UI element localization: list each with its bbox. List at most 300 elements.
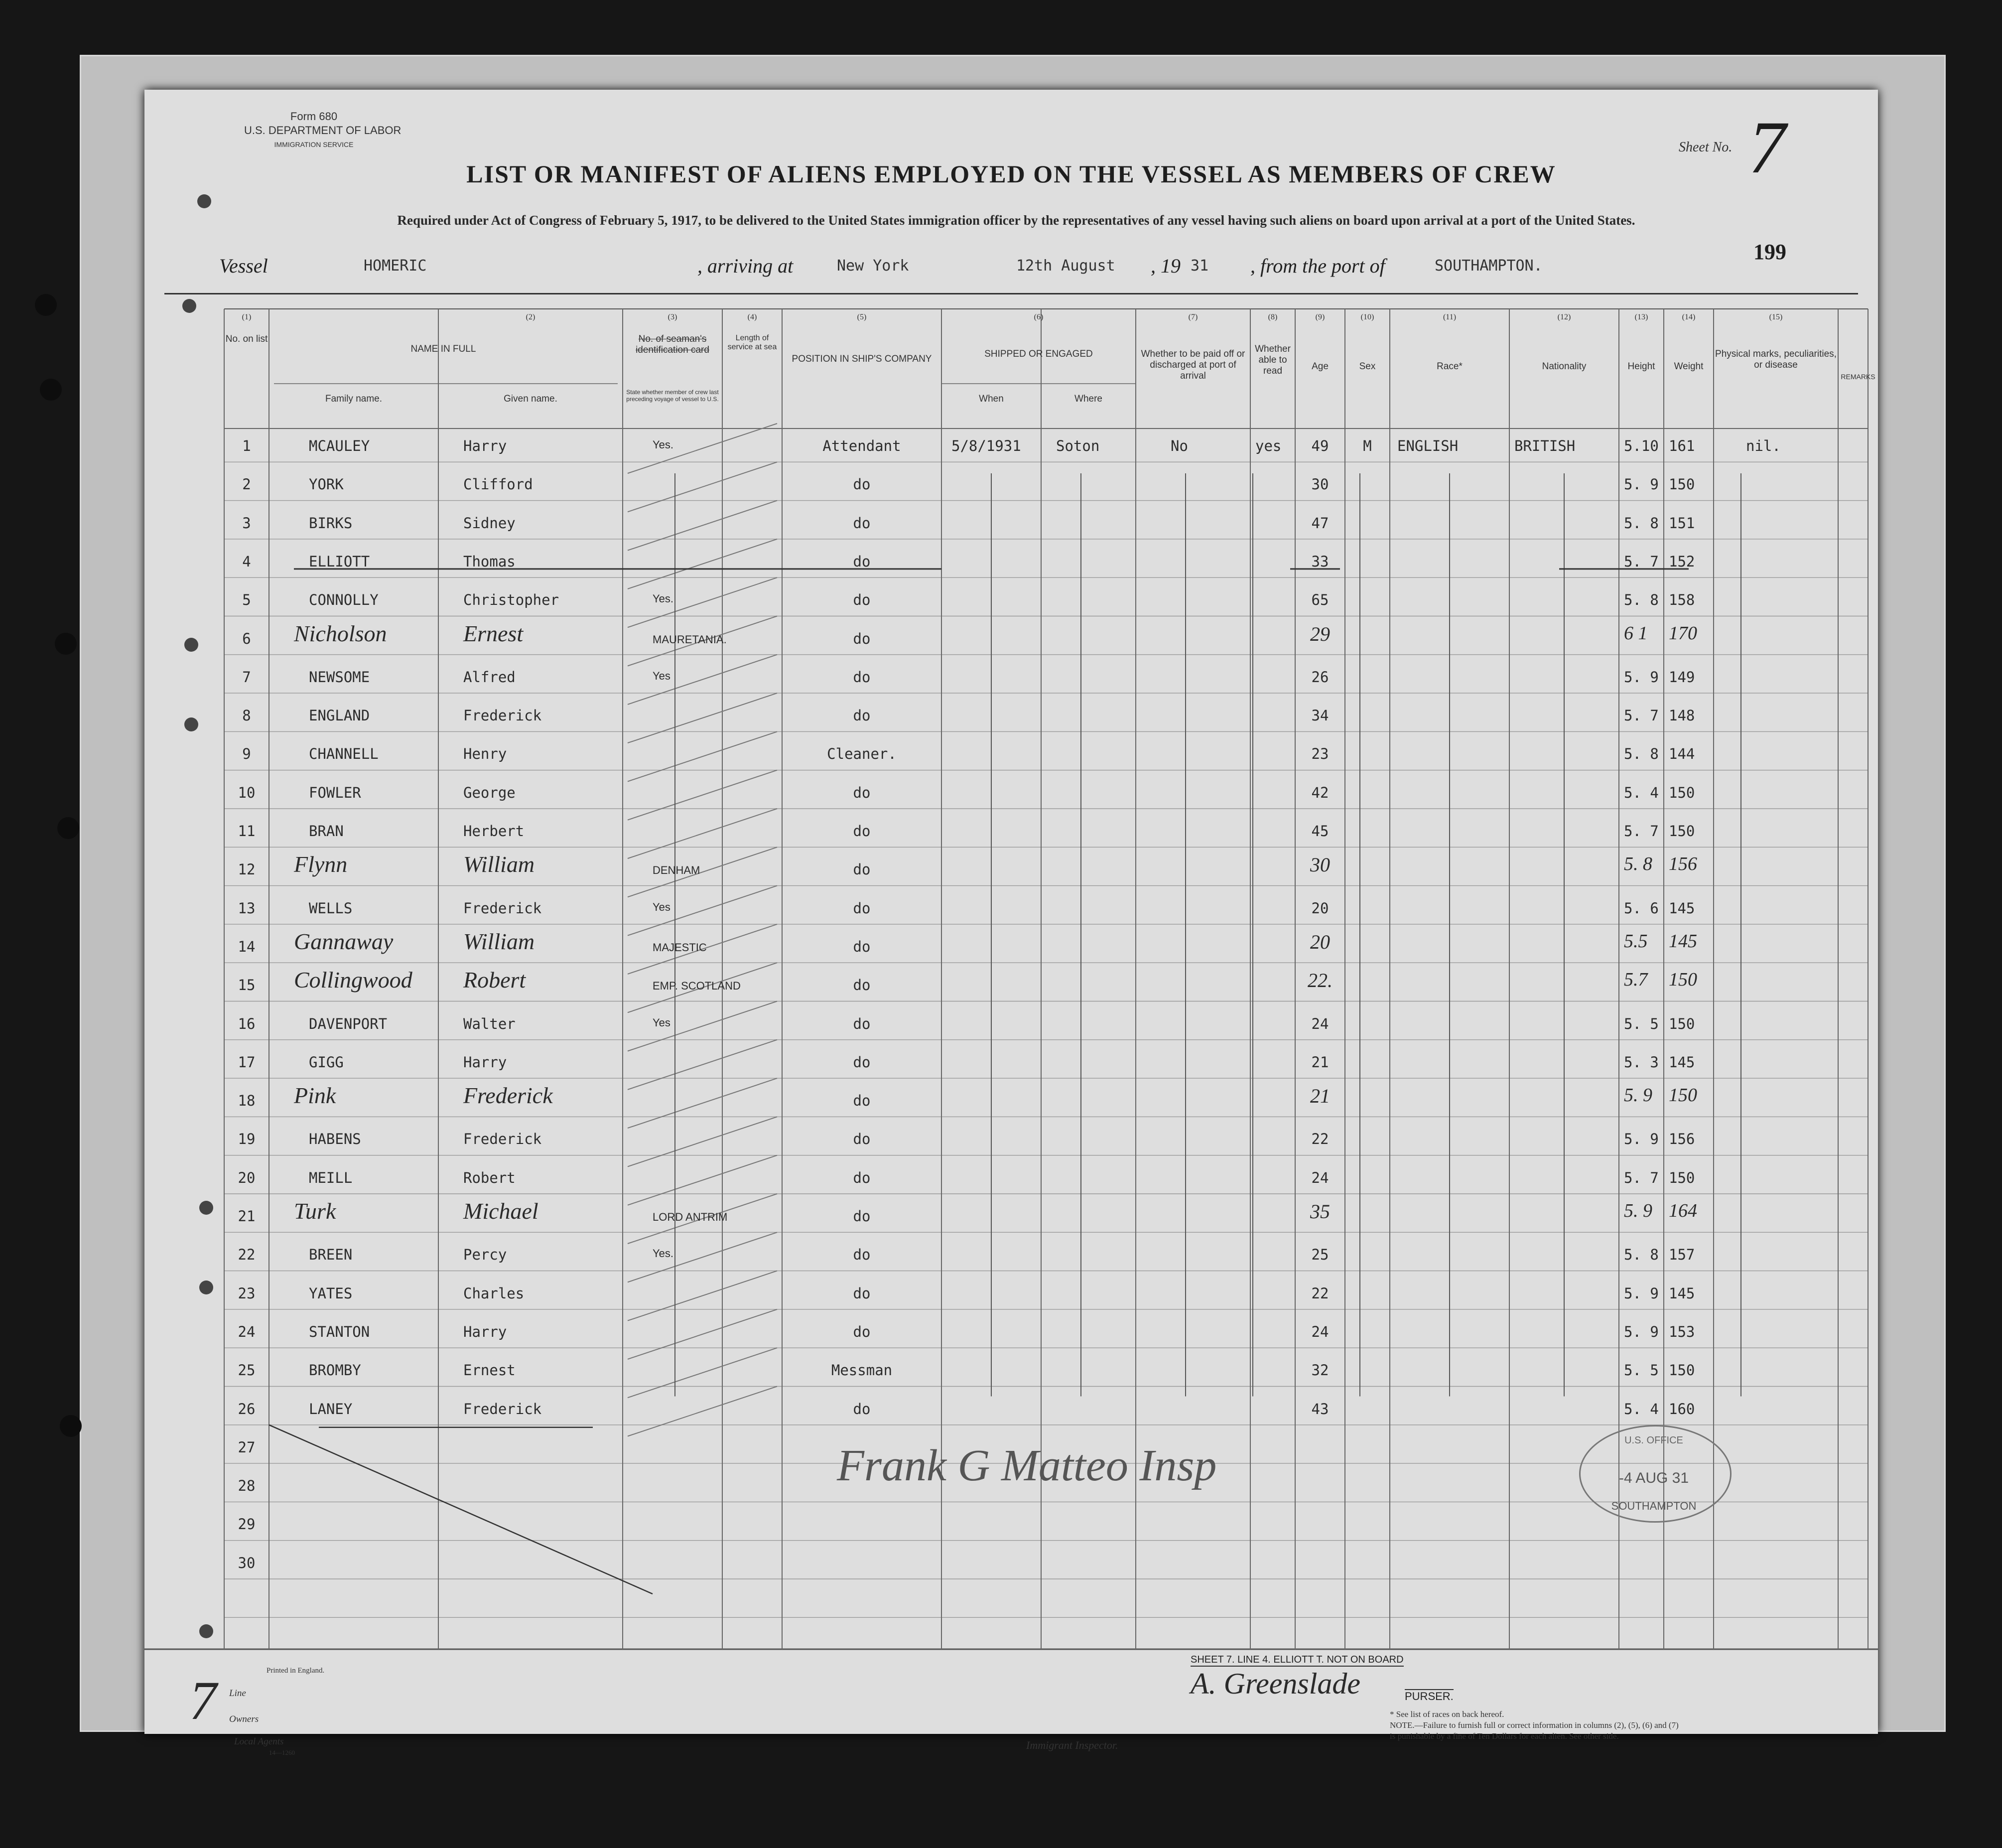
cell-height: 5. 7 [1624,1169,1659,1186]
cell-position: do [853,476,871,493]
header-no-on-list: No. on list [225,334,268,344]
from-label: , from the port of [1250,255,1385,277]
cell-age: 43 [1311,1400,1329,1418]
cell-height: 5. 9 [1624,1200,1652,1221]
column-number: (12) [1557,313,1571,321]
cell-family: Nicholson [294,620,387,646]
ditto-slash [628,577,777,627]
cell-family: FOWLER [309,784,361,801]
cell-age: 24 [1311,1169,1329,1186]
form-code: Form 680 [290,110,338,123]
cell-height: 5. 8 [1624,853,1652,875]
column-number: (8) [1268,313,1278,321]
cell-where: Soton [1056,437,1100,454]
cell-position: do [853,1092,871,1110]
header-given-name: Given name. [504,394,557,404]
ditto-slash [628,1117,777,1166]
cell-family: Turk [294,1198,336,1224]
cell-position: do [853,514,871,532]
cell-given: Ernest [463,620,524,646]
header-able-read: Whether able to read [1255,344,1291,376]
cell-given: Alfred [463,668,516,686]
header-age: Age [1312,361,1329,372]
ditto-slash [628,1001,777,1051]
inspector-signature: Frank G Matteo Insp [837,1441,1217,1490]
cell-height: 5. 5 [1624,1015,1659,1032]
cell-weight: 150 [1669,784,1695,801]
cell-weight: 161 [1669,437,1695,454]
cell-given: Charles [463,1284,525,1302]
cell-age: 35 [1310,1200,1330,1223]
cell-height: 5. 3 [1624,1053,1659,1071]
cell-height: 5.7 [1624,969,1648,991]
cell-given: Henry [463,745,507,763]
cell-age: 24 [1311,1015,1329,1032]
row-number: 11 [238,823,256,840]
printed-in: Printed in England. [267,1667,325,1675]
cell-weight: 150 [1669,1015,1695,1032]
manifest-page [144,90,1878,1756]
cell-family: ENGLAND [309,707,370,724]
cell-nationality: BRITISH [1514,437,1576,454]
header-height: Height [1627,361,1655,372]
cell-card: EMP. SCOTLAND [653,980,741,993]
cell-given: Michael [463,1198,538,1224]
binder-hole [40,379,62,401]
stamp-place: SOUTHAMPTON [1611,1500,1697,1512]
row-number: 22 [238,1246,256,1264]
row-number: 21 [238,1208,256,1225]
ditto-slash [628,424,777,473]
cell-age: 20 [1310,930,1330,953]
row-number: 10 [238,784,256,801]
row-number: 6 [242,630,251,647]
row-number: 24 [238,1323,256,1340]
cell-family: MCAULEY [309,437,370,454]
cell-age: 29 [1310,622,1330,645]
row-number: 27 [238,1438,256,1456]
row-number: 2 [242,476,251,493]
cell-weight: 150 [1669,1169,1695,1186]
cell-height: 5. 7 [1624,823,1659,840]
header-family-name: Family name. [325,394,383,404]
cell-card: LORD ANTRIM [653,1211,728,1223]
header-sex: Sex [1359,361,1376,372]
cell-age: 30 [1310,853,1330,876]
column-number: (1) [242,313,252,321]
ditto-slash [628,462,777,512]
cell-age: 21 [1311,1053,1329,1071]
row-number: 18 [238,1092,256,1110]
cell-family: STANTON [309,1323,370,1340]
cell-given: Frederick [463,1400,542,1418]
cell-age: 30 [1311,476,1329,493]
cell-age: 22. [1308,969,1333,992]
cell-age: 24 [1311,1323,1329,1340]
cell-height: 5.5 [1624,930,1648,952]
cell-family: YATES [309,1284,353,1302]
cell-age: 25 [1311,1246,1329,1264]
cell-given: Walter [463,1015,516,1032]
row-number: 16 [238,1015,256,1032]
cell-family: NEWSOME [309,668,370,686]
cell-age: 26 [1311,668,1329,686]
ditto-slash [628,809,777,858]
cell-when: 5/8/1931 [951,437,1021,454]
cell-family: BROMBY [309,1362,361,1379]
cell-weight: 157 [1669,1246,1695,1264]
cell-position: Cleaner. [827,745,897,763]
cell-family: WELLS [309,899,353,917]
cell-position: do [853,1323,871,1340]
cell-weight: 156 [1669,853,1697,875]
cell-given: Sidney [463,514,516,532]
row-number: 19 [238,1131,256,1148]
cell-age: 32 [1311,1362,1329,1379]
cell-family: Collingwood [294,967,412,993]
cell-height: 5. 9 [1624,476,1659,493]
header-nationality: Nationality [1542,361,1587,372]
cell-given: Harry [463,1053,507,1071]
row-number: 23 [238,1284,256,1302]
margin-mark: 7 [189,1670,217,1731]
cell-given: Thomas [463,553,516,570]
column-number: (13) [1634,313,1648,321]
cell-height: 5. 4 [1624,784,1659,801]
cell-position: do [853,1400,871,1418]
cell-card: MAJESTIC [653,941,707,954]
cell-weight: 158 [1669,591,1695,609]
cell-family: CHANNELL [309,745,379,763]
stamp-date: -4 AUG 31 [1618,1470,1689,1486]
cell-age: 20 [1311,899,1329,917]
cell-position: do [853,1131,871,1148]
cell-weight: 150 [1669,1362,1695,1379]
cell-height: 5. 8 [1624,745,1659,763]
cell-card: MAURETANIA. [653,633,727,646]
cell-age: 42 [1311,784,1329,801]
page-subtitle: Required under Act of Congress of February 5, 1917, to be delivered to the United States immigration officer by the representatives of any vessel having such aliens on board upon arrival at a port of the United States. [397,213,1635,228]
binder-hole [55,633,77,655]
cell-card: Yes. [653,1247,674,1260]
column-number: (14) [1682,313,1696,321]
cell-position: Messman [831,1362,893,1379]
cell-position: do [853,823,871,840]
cell-position: do [853,1169,871,1186]
cell-given: Herbert [463,823,525,840]
header-race: Race* [1437,361,1463,372]
cell-position: do [853,899,871,917]
cell-given: Harry [463,1323,507,1340]
cell-age: 21 [1310,1085,1330,1108]
cell-weight: 144 [1669,745,1695,763]
cell-given: William [463,852,535,877]
cell-family: LANEY [309,1400,353,1418]
cell-given: Christopher [463,591,559,609]
header-when: When [979,394,1004,404]
binder-hole [35,294,57,316]
header-shipped: SHIPPED OR ENGAGED [984,349,1093,359]
cell-position: do [853,938,871,955]
cell-height: 5. 9 [1624,1284,1659,1302]
cell-height: 5. 7 [1624,553,1659,570]
cell-age: 45 [1311,823,1329,840]
cell-given: Percy [463,1246,507,1264]
binder-hole [57,817,79,839]
arrival-date: 12th August [1016,257,1115,275]
row-number: 9 [242,745,251,763]
cell-position: do [853,1015,871,1032]
service: IMMIGRATION SERVICE [274,141,354,148]
ditto-slash [628,1271,777,1321]
column-number: (5) [857,313,867,321]
row-number: 1 [242,437,251,454]
ditto-slash [628,1155,777,1205]
cell-height: 5. 8 [1624,514,1659,532]
cell-height: 5. 9 [1624,1323,1659,1340]
cell-weight: 145 [1669,899,1695,917]
purser-label: PURSER. [1405,1690,1454,1703]
row-number: 13 [238,899,256,917]
row-number: 26 [238,1400,256,1418]
cell-family: BIRKS [309,514,353,532]
cell-read: yes [1255,437,1282,454]
cell-family: DAVENPORT [309,1015,388,1032]
column-number: (7) [1188,313,1198,321]
ditto-slash [628,1232,777,1282]
cell-weight: 145 [1669,1284,1695,1302]
cell-height: 5. 8 [1624,1246,1659,1264]
row-number: 20 [238,1169,256,1186]
column-number: (6) [1034,313,1044,321]
cell-given: William [463,928,535,954]
ditto-slash [628,1387,777,1436]
cell-weight: 170 [1669,622,1697,644]
cell-card: Yes [653,1016,670,1029]
department: U.S. DEPARTMENT OF LABOR [244,124,401,137]
cell-card: Yes [653,669,670,682]
ditto-slash [628,731,777,781]
cell-weight: 153 [1669,1323,1695,1340]
ditto-slash [628,539,777,589]
cell-height: 5.10 [1624,437,1659,454]
cell-height: 5. 4 [1624,1400,1659,1418]
cell-position: do [853,861,871,878]
cell-family: Flynn [294,852,348,877]
cell-family: BRAN [309,823,344,840]
cell-position: do [853,784,871,801]
cell-age: 47 [1311,514,1329,532]
cell-weight: 150 [1669,969,1697,991]
footnote [1390,1709,1679,1742]
cell-position: do [853,668,871,686]
cell-weight: 164 [1669,1200,1697,1221]
cell-card: Yes [653,900,670,913]
footer-agents-label: Local Agents [234,1736,284,1747]
cell-age: 22 [1311,1131,1329,1148]
cell-physical: nil. [1746,437,1781,454]
row-number: 25 [238,1362,256,1379]
cell-card: Yes. [653,438,674,451]
cell-age: 22 [1311,1284,1329,1302]
cell-age: 33 [1311,553,1329,570]
arrival-year: 31 [1191,257,1209,275]
cell-height: 5. 5 [1624,1362,1659,1379]
header-where: Where [1074,394,1102,404]
footer-agents-code: 14—1260 [269,1749,295,1756]
cell-height: 5. 9 [1624,668,1659,686]
cell-height: 5. 8 [1624,591,1659,609]
column-number: (3) [667,313,677,321]
header-position: POSITION IN SHIP'S COMPANY [792,354,932,364]
arriving-label: , arriving at [697,255,794,277]
ditto-slash [628,770,777,820]
row-number: 3 [242,514,251,532]
immigrant-inspector-label: Immigrant Inspector. [1026,1739,1118,1751]
cell-given: Frederick [463,1131,542,1148]
row-number: 12 [238,861,256,878]
cell-weight: 160 [1669,1400,1695,1418]
cell-paid: No [1171,437,1188,454]
cell-given: Robert [463,967,526,993]
cell-weight: 151 [1669,514,1695,532]
cell-weight: 150 [1669,476,1695,493]
cell-given: Clifford [463,476,533,493]
cell-family: YORK [309,476,344,493]
page-number: 199 [1753,240,1786,264]
header-physical: Physical marks, peculiarities, or disease [1715,349,1837,370]
vessel-label: Vessel [219,255,268,277]
column-number: (10) [1360,313,1374,321]
cell-given: Frederick [463,899,542,917]
header-length-service: Length of service at sea [727,334,777,351]
footer-owners-label: Owners [229,1714,259,1724]
row-number: 30 [238,1554,256,1571]
header-remarks: REMARKS [1841,373,1875,381]
ditto-slash [628,1348,777,1398]
row-number: 15 [238,977,256,994]
cell-card: DENHAM [653,864,700,877]
purser-signature: A. Greenslade [1191,1667,1361,1700]
column-number: (2) [526,313,535,321]
cell-card: Yes. [653,592,674,605]
column-number: (4) [747,313,757,321]
ditto-slash [628,501,777,551]
cell-given: Frederick [463,707,542,724]
row-number: 4 [242,553,251,570]
ditto-slash [628,847,777,897]
cell-age: 23 [1311,745,1329,763]
header-weight: Weight [1674,361,1704,372]
header-name-in-full: NAME IN FULL [410,344,476,354]
cell-position: do [853,630,871,647]
ditto-slash [628,1309,777,1359]
cell-height: 6 1 [1624,622,1648,644]
column-number: (9) [1315,313,1325,321]
arrival-port: New York [837,257,909,275]
cell-family: BREEN [309,1246,353,1264]
cell-family: ELLIOTT [309,553,370,570]
cell-family: GIGG [309,1053,344,1071]
cell-given: Harry [463,437,507,454]
cell-family: MEILL [309,1169,353,1186]
cell-height: 5. 9 [1624,1131,1659,1148]
cell-weight: 150 [1669,823,1695,840]
stamp-top-text: U.S. OFFICE [1624,1435,1683,1446]
footnote-fine: is punishable by a fine of Ten Dollars for each alien. See other side. [1390,1731,1619,1741]
cell-weight: 150 [1669,1085,1697,1106]
header-paid-off: Whether to be paid off or discharged at port of arrival [1141,349,1245,381]
sheet-number: 7 [1748,106,1786,189]
cell-weight: 145 [1669,930,1697,952]
cell-weight: 156 [1669,1131,1695,1148]
row-number: 29 [238,1516,256,1533]
ditto-slash [628,886,777,936]
ditto-slash [628,1040,777,1090]
ditto-slash [628,1078,777,1128]
cell-weight: 149 [1669,668,1695,686]
page-title: LIST OR MANIFEST OF ALIENS EMPLOYED ON THE VESSEL AS MEMBERS OF CREW [466,160,1556,188]
cell-given: George [463,784,516,801]
cell-sex: M [1363,437,1372,454]
year-prefix: , 19 [1151,255,1181,277]
sheet-label: Sheet No. [1679,140,1733,155]
cell-position: do [853,553,871,570]
cell-height: 5. 6 [1624,899,1659,917]
column-number: (15) [1769,313,1783,321]
cell-family: Gannaway [294,928,394,954]
cell-position: do [853,1284,871,1302]
row-number: 14 [238,938,256,955]
cell-position: do [853,1246,871,1264]
header-card-note: State whether member of crew last preceding voyage of vessel to U.S. [626,389,719,403]
cell-height: 5. 9 [1624,1085,1652,1106]
cell-weight: 152 [1669,553,1695,570]
cell-position: do [853,1208,871,1225]
cell-family: Pink [294,1083,336,1109]
ditto-slash [628,693,777,743]
cell-family: HABENS [309,1131,361,1148]
cell-position: Attendant [822,437,901,454]
cell-position: do [853,707,871,724]
header-card: No. of seaman's identification card [636,334,709,355]
row-number: 5 [242,591,251,609]
cell-position: do [853,977,871,994]
footnote-races: * See list of races on back hereof. [1390,1709,1504,1719]
binder-hole [60,1415,82,1437]
row-number: 17 [238,1053,256,1071]
footer-line-label: Line [229,1688,246,1699]
cell-weight: 148 [1669,707,1695,724]
ditto-slash [628,655,777,705]
column-number: (11) [1443,313,1457,321]
cell-given: Robert [463,1169,516,1186]
cell-height: 5. 7 [1624,707,1659,724]
cell-weight: 145 [1669,1053,1695,1071]
footnote-note: NOTE.—Failure to furnish full or correct information in columns (2), (5), (6) and (7) [1390,1720,1679,1730]
cell-age: 65 [1311,591,1329,609]
cell-position: do [853,591,871,609]
cell-given: Frederick [463,1083,553,1109]
departure-port: SOUTHAMPTON. [1435,257,1543,275]
cell-given: Ernest [463,1362,516,1379]
row-number: 7 [242,668,251,686]
cell-race: ENGLISH [1397,437,1459,454]
cell-age: 34 [1311,707,1329,724]
vessel-name: HOMERIC [364,257,427,275]
cell-age: 49 [1311,437,1329,454]
cell-family: CONNOLLY [309,591,379,609]
